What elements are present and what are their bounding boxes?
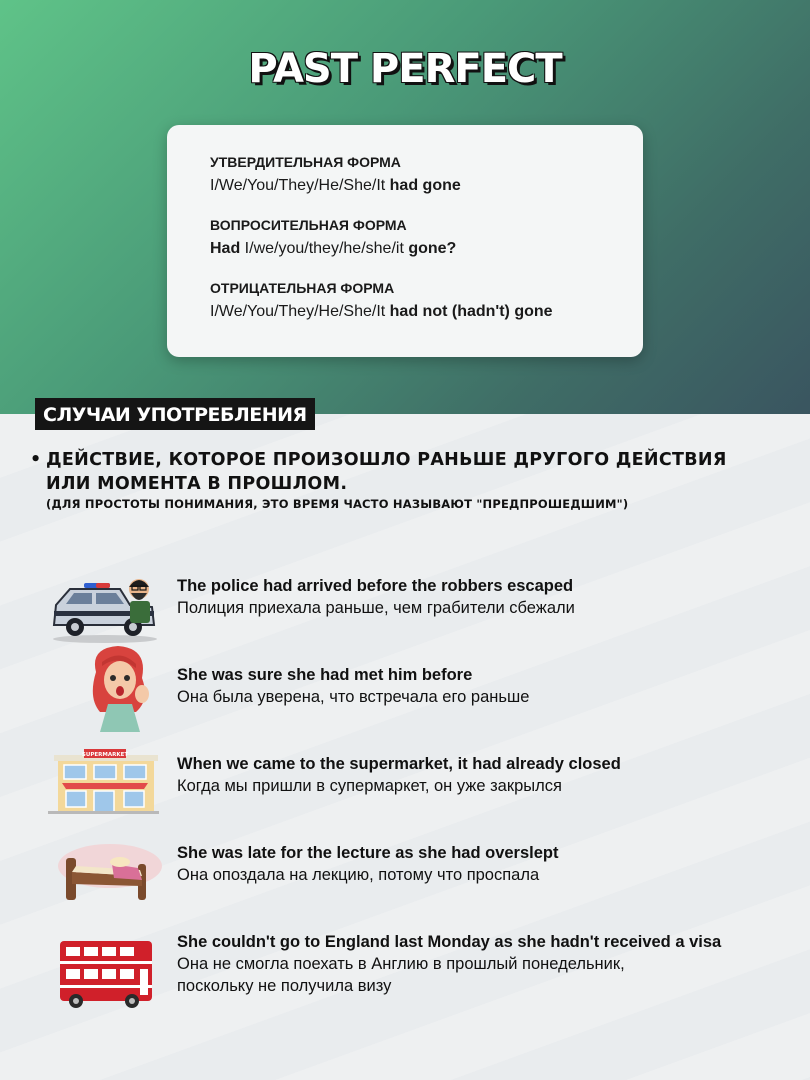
example-russian: Она была уверена, что встречала его раньше (177, 688, 530, 706)
rule-text: • ДЕЙСТВИЕ, КОТОРОЕ ПРОИЗОШЛО РАНЬШЕ ДРУГОГО ДЕЙСТВИЯ ИЛИ МОМЕНТА В ПРОШЛОМ. (30, 450, 727, 494)
example-russian: Когда мы пришли в супермаркет, он уже закрылся (177, 777, 562, 795)
form-heading: ОТРИЦАТЕЛЬНАЯ ФОРМА (210, 280, 395, 296)
usage-rule (30, 448, 790, 512)
form-example: I/We/You/They/He/She/It had gone (210, 177, 461, 194)
example-english: She was sure she had met him before (177, 666, 473, 684)
usage-section-label: СЛУЧАИ УПОТРЕБЛЕНИЯ (35, 398, 315, 430)
example-russian: Она не смогла поехать в Англию в прошлый понедельник, (177, 955, 625, 973)
example-text (177, 753, 621, 797)
form-example: I/We/You/They/He/She/It had not (hadn't) gone (210, 303, 553, 320)
affirmative-form (210, 153, 643, 197)
bullet-icon: • (30, 450, 42, 470)
example-russian: Она опоздала на лекцию, потому что проспала (177, 866, 540, 884)
bed-icon (52, 830, 167, 920)
surprised-woman-icon (60, 642, 175, 732)
example-russian: Полиция приехала раньше, чем грабители сбежали (177, 599, 575, 617)
rule-note: (ДЛЯ ПРОСТОТЫ ПОНИМАНИЯ, ЭТО ВРЕМЯ ЧАСТО НАЗЫВАЮТ "ПРЕДПРОШЕДШИМ") (46, 497, 629, 511)
example-english: The police had arrived before the robbers escaped (177, 577, 574, 595)
form-heading: ВОПРОСИТЕЛЬНАЯ ФОРМА (210, 217, 407, 233)
double-decker-bus-icon (54, 929, 169, 1019)
page-title: PAST PERFECT (248, 46, 562, 92)
example-text (177, 931, 721, 997)
interrogative-form (210, 216, 643, 260)
forms-card (167, 125, 643, 357)
example-english: When we came to the supermarket, it had already closed (177, 755, 621, 773)
form-example: Had I/we/you/they/he/she/it gone? (210, 240, 457, 257)
negative-form (210, 279, 643, 323)
form-heading: УТВЕРДИТЕЛЬНАЯ ФОРМА (210, 154, 401, 170)
example-text (177, 842, 558, 886)
supermarket-icon (44, 739, 159, 829)
example-text (177, 575, 575, 619)
supermarket-sign: SUPERMARKET (81, 752, 129, 758)
example-english: She couldn't go to England last Monday as she hadn't received a visa (177, 933, 722, 951)
example-russian: поскольку не получила визу (177, 977, 392, 995)
example-english: She was late for the lecture as she had overslept (177, 844, 559, 862)
example-text (177, 664, 529, 708)
